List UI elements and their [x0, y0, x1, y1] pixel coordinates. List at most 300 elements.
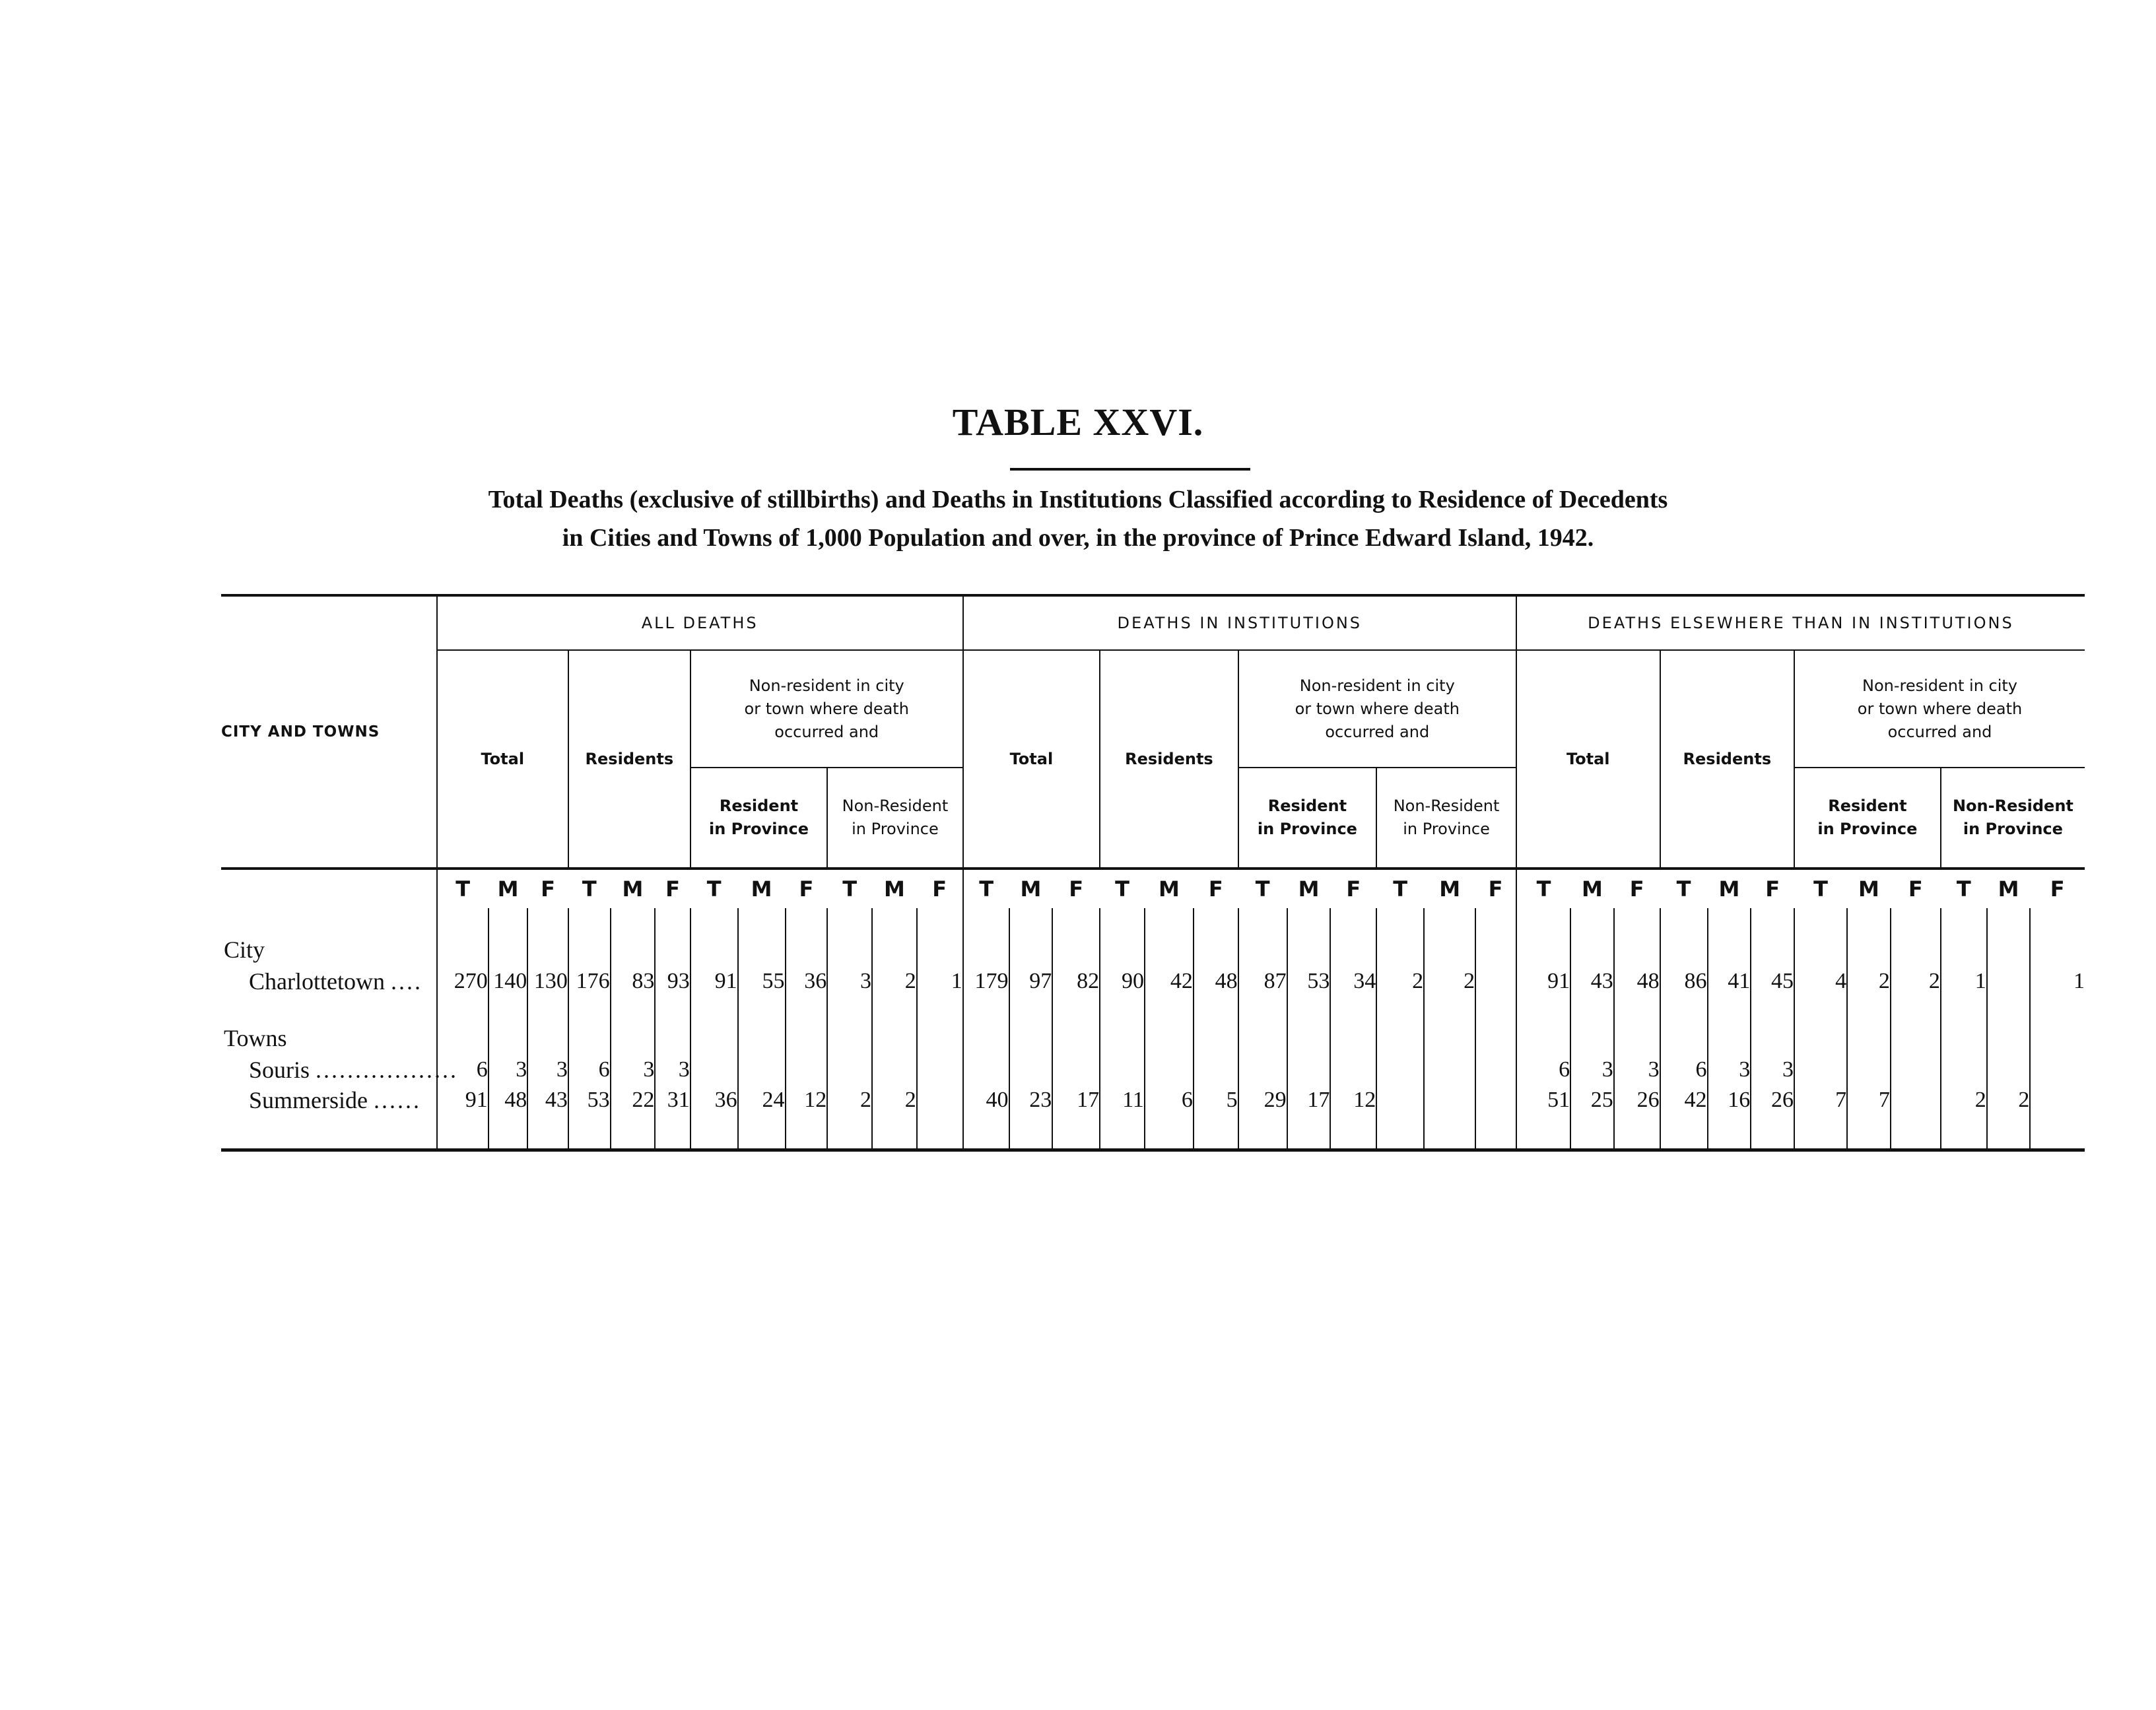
empty-cell	[1330, 908, 1376, 933]
data-cell: 91	[1516, 966, 1570, 997]
tmf-header-m: M	[1847, 869, 1891, 908]
empty-cell	[1751, 908, 1794, 933]
empty-cell	[527, 1022, 568, 1055]
empty-cell	[1614, 997, 1660, 1022]
empty-cell	[1009, 1115, 1053, 1150]
data-cell	[1475, 1085, 1516, 1115]
empty-cell	[786, 1022, 828, 1055]
empty-cell	[1376, 1022, 1424, 1055]
empty-cell	[963, 933, 1009, 966]
empty-cell	[2030, 1022, 2085, 1055]
data-cell	[1009, 1055, 1053, 1085]
tmf-stub-cell	[221, 869, 437, 908]
data-cell: 3	[655, 1055, 690, 1085]
tmf-header-f: F	[655, 869, 690, 908]
data-cell: 48	[488, 1085, 528, 1115]
empty-cell	[488, 997, 528, 1022]
data-cell: 51	[1516, 1085, 1570, 1115]
data-cell: 140	[488, 966, 528, 997]
empty-cell	[963, 1115, 1009, 1150]
empty-cell	[1660, 1022, 1708, 1055]
empty-cell	[1287, 933, 1331, 966]
data-cell: 6	[437, 1055, 488, 1085]
data-cell: 17	[1287, 1085, 1331, 1115]
data-cell: 6	[1145, 1085, 1194, 1115]
nonres-prov-line-1: Non-Resident	[842, 797, 949, 815]
table-title: TABLE XXVI.	[952, 401, 1204, 444]
data-cell: 40	[963, 1085, 1009, 1115]
dot-leader: ..................	[316, 1057, 459, 1083]
data-cell: 7	[1847, 1085, 1891, 1115]
data-cell	[1987, 1055, 2031, 1085]
empty-cell	[738, 997, 786, 1022]
data-cell	[1330, 1055, 1376, 1085]
empty-cell	[1847, 1115, 1891, 1150]
empty-cell	[1009, 1022, 1053, 1055]
empty-cell	[1475, 1115, 1516, 1150]
empty-cell	[872, 933, 917, 966]
empty-cell	[1424, 933, 1475, 966]
data-cell	[1987, 966, 2031, 997]
data-cell: 3	[827, 966, 872, 997]
empty-cell	[488, 933, 528, 966]
empty-cell	[1847, 997, 1891, 1022]
all-total-header: Total	[437, 650, 568, 869]
empty-cell	[1287, 1022, 1331, 1055]
tmf-header-t: T	[691, 869, 738, 908]
empty-cell	[1009, 997, 1053, 1022]
inst-total-header: Total	[963, 650, 1100, 869]
tmf-header-m: M	[1987, 869, 2031, 908]
empty-cell	[786, 908, 828, 933]
empty-cell	[1145, 1022, 1194, 1055]
tmf-header-t: T	[1941, 869, 1987, 908]
data-cell: 43	[1570, 966, 1614, 997]
data-cell: 1	[2030, 966, 2085, 997]
empty-cell	[527, 933, 568, 966]
empty-cell	[963, 908, 1009, 933]
tmf-header-m: M	[611, 869, 656, 908]
data-cell: 11	[1100, 1085, 1145, 1115]
empty-cell	[527, 997, 568, 1022]
empty-cell	[1516, 1115, 1570, 1150]
data-cell	[827, 1055, 872, 1085]
data-cell	[1100, 1055, 1145, 1085]
empty-cell	[872, 1022, 917, 1055]
data-cell: 7	[1794, 1085, 1847, 1115]
data-cell: 45	[1751, 966, 1794, 997]
nonres-line-2: or town where death	[1295, 699, 1460, 718]
tmf-header-t: T	[568, 869, 611, 908]
empty-cell	[1987, 1115, 2031, 1150]
empty-cell	[917, 1115, 963, 1150]
empty-cell	[1238, 997, 1287, 1022]
empty-cell	[872, 997, 917, 1022]
empty-cell	[1794, 1115, 1847, 1150]
tmf-header-f: F	[1330, 869, 1376, 908]
place-name: Souris	[249, 1057, 310, 1083]
empty-cell	[1287, 997, 1331, 1022]
empty-cell	[963, 997, 1009, 1022]
res-line-2: in Province	[1257, 820, 1357, 838]
nonres-prov-line-2: in Province	[852, 820, 939, 838]
empty-cell	[488, 1022, 528, 1055]
data-cell	[1794, 1055, 1847, 1085]
data-cell: 3	[527, 1055, 568, 1085]
data-cell	[1891, 1055, 1941, 1085]
empty-cell	[655, 933, 690, 966]
data-cell: 6	[568, 1055, 611, 1085]
empty-cell	[1424, 1022, 1475, 1055]
data-cell: 87	[1238, 966, 1287, 997]
data-cell: 53	[1287, 966, 1331, 997]
stub-header: CITY AND TOWNS	[221, 723, 380, 740]
tmf-header-t: T	[1660, 869, 1708, 908]
empty-cell	[738, 908, 786, 933]
data-cell	[1891, 1085, 1941, 1115]
else-resident-in-province-header	[1794, 768, 1941, 869]
title-rule	[1010, 468, 1250, 471]
empty-cell	[611, 908, 656, 933]
data-cell	[1145, 1055, 1194, 1085]
all-residents-header: Residents	[568, 650, 691, 869]
stub-empty	[221, 1115, 437, 1150]
empty-cell	[1052, 1022, 1100, 1055]
data-cell: 130	[527, 966, 568, 997]
empty-cell	[2030, 933, 2085, 966]
category-row-city	[221, 933, 2085, 966]
empty-cell	[611, 1115, 656, 1150]
data-cell: 2	[1941, 1085, 1987, 1115]
data-cell	[1475, 966, 1516, 997]
data-cell: 41	[1708, 966, 1751, 997]
tmf-header-f: F	[917, 869, 963, 908]
empty-cell	[1475, 1022, 1516, 1055]
data-cell: 22	[611, 1085, 656, 1115]
else-residents-header: Residents	[1660, 650, 1794, 869]
tmf-header-m: M	[1287, 869, 1331, 908]
tmf-header-m: M	[1424, 869, 1475, 908]
empty-cell	[2030, 997, 2085, 1022]
data-cell	[1847, 1055, 1891, 1085]
data-cell: 2	[1847, 966, 1891, 997]
nonres-prov-line-1: Non-Resident	[1393, 797, 1500, 815]
empty-cell	[691, 997, 738, 1022]
data-cell	[1475, 1055, 1516, 1085]
data-cell: 36	[786, 966, 828, 997]
empty-cell	[1751, 933, 1794, 966]
empty-cell	[1891, 1022, 1941, 1055]
table-row	[221, 1055, 2085, 1085]
spacer-row	[221, 997, 2085, 1022]
res-line-1: Resident	[1828, 797, 1907, 815]
empty-cell	[1794, 933, 1847, 966]
tmf-header-m: M	[738, 869, 786, 908]
data-cell: 86	[1660, 966, 1708, 997]
empty-cell	[1614, 908, 1660, 933]
data-cell	[1424, 1085, 1475, 1115]
data-cell: 270	[437, 966, 488, 997]
tmf-header-f: F	[1052, 869, 1100, 908]
empty-cell	[568, 997, 611, 1022]
else-nonresident-in-province-header	[1941, 768, 2085, 869]
empty-cell	[488, 1115, 528, 1150]
empty-cell	[655, 1115, 690, 1150]
data-cell: 53	[568, 1085, 611, 1115]
data-cell: 16	[1708, 1085, 1751, 1115]
data-cell: 24	[738, 1085, 786, 1115]
empty-cell	[1100, 933, 1145, 966]
tmf-header-f: F	[527, 869, 568, 908]
empty-cell	[437, 997, 488, 1022]
data-cell: 2	[872, 966, 917, 997]
data-cell	[786, 1055, 828, 1085]
data-cell: 3	[611, 1055, 656, 1085]
data-cell: 55	[738, 966, 786, 997]
data-cell	[1238, 1055, 1287, 1085]
data-cell: 3	[1708, 1055, 1751, 1085]
empty-cell	[1475, 933, 1516, 966]
empty-cell	[1052, 1115, 1100, 1150]
data-cell: 2	[827, 1085, 872, 1115]
empty-cell	[1238, 933, 1287, 966]
tmf-header-f: F	[1751, 869, 1794, 908]
empty-cell	[1891, 933, 1941, 966]
empty-cell	[611, 997, 656, 1022]
empty-cell	[1794, 997, 1847, 1022]
data-cell: 36	[691, 1085, 738, 1115]
data-cell	[738, 1055, 786, 1085]
empty-cell	[1145, 997, 1194, 1022]
empty-cell	[1570, 1115, 1614, 1150]
empty-cell	[691, 1115, 738, 1150]
data-cell: 2	[1987, 1085, 2031, 1115]
empty-cell	[917, 997, 963, 1022]
empty-cell	[1330, 1022, 1376, 1055]
empty-cell	[655, 908, 690, 933]
data-cell: 91	[691, 966, 738, 997]
empty-cell	[437, 1022, 488, 1055]
data-cell: 1	[1941, 966, 1987, 997]
empty-cell	[1376, 997, 1424, 1022]
empty-cell	[1145, 933, 1194, 966]
empty-cell	[1660, 933, 1708, 966]
empty-cell	[1009, 908, 1053, 933]
empty-cell	[872, 908, 917, 933]
data-cell	[872, 1055, 917, 1085]
nonres-line-3: occurred and	[1887, 722, 1992, 741]
empty-cell	[1009, 933, 1053, 966]
data-cell: 31	[655, 1085, 690, 1115]
data-cell: 179	[963, 966, 1009, 997]
tmf-header-t: T	[827, 869, 872, 908]
row-label	[221, 1055, 459, 1085]
tmf-header-f: F	[1614, 869, 1660, 908]
data-cell	[917, 1085, 963, 1115]
tmf-header-m: M	[488, 869, 528, 908]
data-cell: 6	[1660, 1055, 1708, 1085]
row-label	[221, 1085, 437, 1115]
empty-cell	[1570, 997, 1614, 1022]
empty-cell	[917, 908, 963, 933]
tmf-header-t: T	[1794, 869, 1847, 908]
data-cell: 90	[1100, 966, 1145, 997]
data-cell: 3	[488, 1055, 528, 1085]
empty-cell	[786, 1115, 828, 1150]
empty-cell	[827, 933, 872, 966]
stub-empty	[221, 908, 437, 933]
data-cell: 12	[1330, 1085, 1376, 1115]
category-label-towns: Towns	[224, 1025, 287, 1051]
empty-cell	[917, 933, 963, 966]
empty-cell	[1708, 1115, 1751, 1150]
data-cell	[1287, 1055, 1331, 1085]
group-all-deaths: ALL DEATHS	[437, 595, 963, 650]
empty-cell	[1194, 933, 1238, 966]
empty-cell	[437, 933, 488, 966]
data-cell	[2030, 1085, 2085, 1115]
category-label-city: City	[224, 937, 265, 963]
inst-nonresident-in-province-header	[1376, 768, 1516, 869]
nonres-prov-line-1: Non-Resident	[1952, 797, 2073, 815]
empty-cell	[1891, 1115, 1941, 1150]
empty-cell	[655, 997, 690, 1022]
tmf-header-m: M	[872, 869, 917, 908]
empty-cell	[1145, 1115, 1194, 1150]
nonres-line-2: or town where death	[744, 699, 909, 718]
empty-cell	[1847, 933, 1891, 966]
data-cell: 83	[611, 966, 656, 997]
empty-cell	[1794, 1022, 1847, 1055]
tmf-header-t: T	[1516, 869, 1570, 908]
data-cell: 25	[1570, 1085, 1614, 1115]
empty-cell	[917, 1022, 963, 1055]
empty-cell	[1516, 1022, 1570, 1055]
group-deaths-in-institutions: DEATHS IN INSTITUTIONS	[963, 595, 1516, 650]
res-line-2: in Province	[708, 820, 809, 838]
dot-leader: ......	[373, 1087, 421, 1113]
empty-cell	[1614, 1022, 1660, 1055]
empty-cell	[1287, 908, 1331, 933]
category-row-towns	[221, 1022, 2085, 1055]
empty-cell	[1238, 1115, 1287, 1150]
data-cell: 93	[655, 966, 690, 997]
nonres-prov-line-2: in Province	[1403, 820, 1490, 838]
empty-cell	[1194, 1115, 1238, 1150]
tmf-header-m: M	[1145, 869, 1194, 908]
empty-cell	[1052, 933, 1100, 966]
nonres-prov-line-2: in Province	[1963, 820, 2063, 838]
data-cell: 42	[1145, 966, 1194, 997]
tmf-header-m: M	[1009, 869, 1053, 908]
table-row	[221, 966, 2085, 997]
empty-cell	[1516, 997, 1570, 1022]
empty-cell	[1941, 1115, 1987, 1150]
tmf-header-row	[221, 869, 2085, 908]
empty-cell	[738, 1115, 786, 1150]
empty-cell	[1570, 933, 1614, 966]
empty-cell	[527, 908, 568, 933]
data-cell: 3	[1751, 1055, 1794, 1085]
data-cell	[1941, 1055, 1987, 1085]
table-row	[221, 1085, 2085, 1115]
empty-cell	[1987, 933, 2031, 966]
res-line-2: in Province	[1817, 820, 1918, 838]
empty-cell	[1376, 908, 1424, 933]
empty-cell	[872, 1115, 917, 1150]
empty-cell	[1708, 908, 1751, 933]
empty-cell	[611, 933, 656, 966]
data-cell: 26	[1751, 1085, 1794, 1115]
empty-cell	[1660, 997, 1708, 1022]
empty-cell	[655, 1022, 690, 1055]
else-nonresident-header	[1794, 650, 2085, 768]
group-deaths-elsewhere: DEATHS ELSEWHERE THAN IN INSTITUTIONS	[1516, 595, 2085, 650]
empty-cell	[1238, 908, 1287, 933]
tmf-header-t: T	[963, 869, 1009, 908]
res-line-1: Resident	[719, 797, 799, 815]
data-cell	[1376, 1085, 1424, 1115]
empty-cell	[1941, 1022, 1987, 1055]
empty-cell	[1614, 1115, 1660, 1150]
all-nonresident-in-province-header	[827, 768, 962, 869]
else-total-header: Total	[1516, 650, 1660, 869]
data-cell: 1	[917, 966, 963, 997]
empty-cell	[827, 1022, 872, 1055]
empty-cell	[1475, 908, 1516, 933]
table-subtitle	[0, 480, 2156, 557]
empty-cell	[1987, 908, 2031, 933]
empty-cell	[1751, 997, 1794, 1022]
empty-cell	[1100, 1115, 1145, 1150]
empty-cell	[1100, 997, 1145, 1022]
data-cell	[1052, 1055, 1100, 1085]
empty-cell	[1287, 1115, 1331, 1150]
data-cell: 12	[786, 1085, 828, 1115]
inst-residents-header: Residents	[1100, 650, 1238, 869]
empty-cell	[1847, 908, 1891, 933]
tmf-header-f: F	[1891, 869, 1941, 908]
nonres-line-3: occurred and	[774, 722, 879, 741]
data-cell	[1376, 1055, 1424, 1085]
empty-cell	[1660, 1115, 1708, 1150]
empty-cell	[1708, 997, 1751, 1022]
empty-cell	[488, 908, 528, 933]
tmf-header-t: T	[1238, 869, 1287, 908]
empty-cell	[738, 1022, 786, 1055]
place-name: Charlottetown	[249, 968, 385, 995]
empty-cell	[1516, 908, 1570, 933]
empty-cell	[1238, 1022, 1287, 1055]
empty-cell	[437, 908, 488, 933]
data-cell: 42	[1660, 1085, 1708, 1115]
empty-cell	[1376, 1115, 1424, 1150]
data-cell: 26	[1614, 1085, 1660, 1115]
inst-resident-in-province-header	[1238, 768, 1377, 869]
empty-cell	[437, 1115, 488, 1150]
empty-cell	[1052, 997, 1100, 1022]
empty-cell	[1660, 908, 1708, 933]
data-cell	[917, 1055, 963, 1085]
empty-cell	[1751, 1115, 1794, 1150]
empty-cell	[568, 933, 611, 966]
data-cell: 23	[1009, 1085, 1053, 1115]
empty-cell	[691, 933, 738, 966]
empty-cell	[568, 908, 611, 933]
empty-cell	[1330, 933, 1376, 966]
empty-cell	[1941, 933, 1987, 966]
stub-empty	[221, 997, 437, 1022]
